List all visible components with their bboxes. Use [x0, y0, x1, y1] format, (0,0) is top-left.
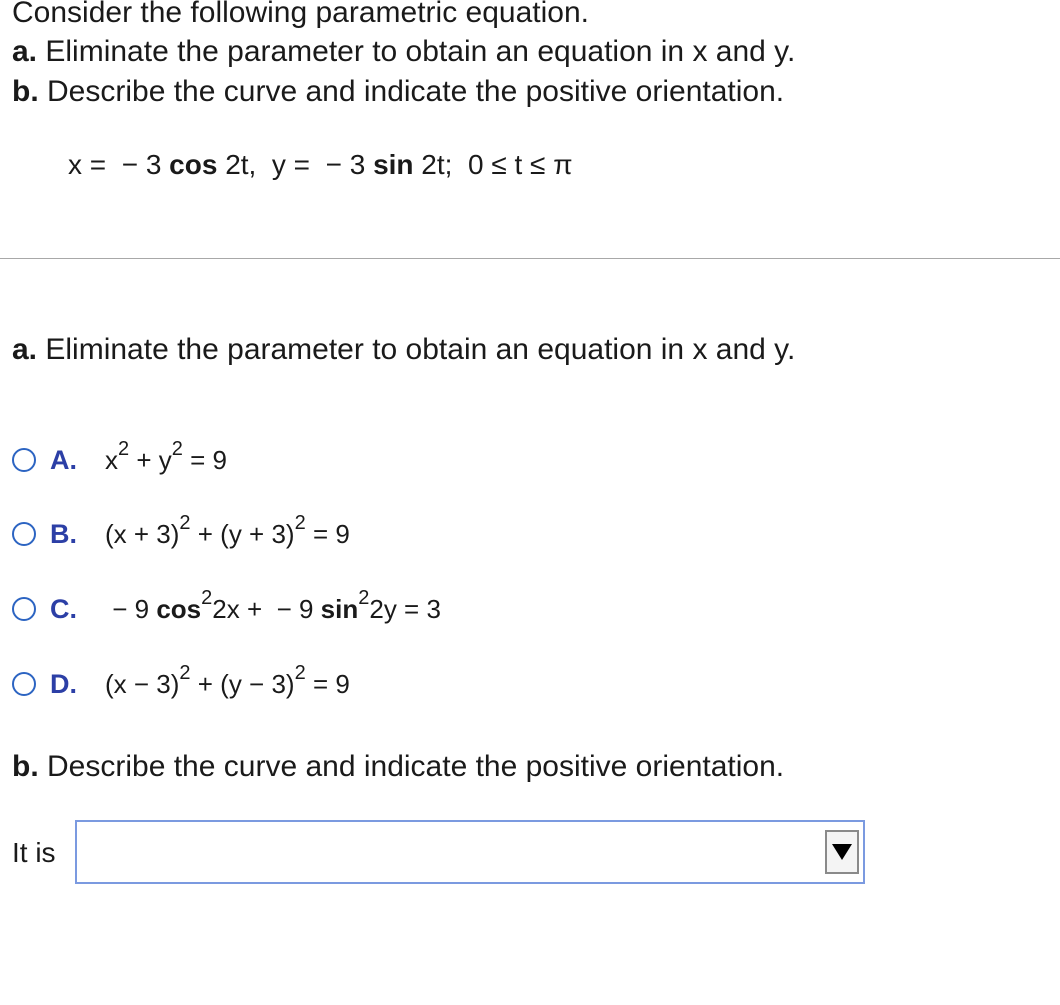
option-b-expression [105, 511, 350, 550]
eq-x-suffix: 2t, y = − 3 [217, 149, 374, 180]
radio-option-c[interactable] [12, 597, 36, 621]
answer-label: It is [12, 837, 56, 868]
expr-part: 2x + − 9 [212, 593, 321, 624]
curve-description-dropdown[interactable] [75, 820, 865, 884]
expr-part: x [105, 444, 118, 475]
exponent: 2 [358, 586, 370, 609]
expr-part: = 9 [305, 668, 350, 699]
section-a-letter: a. [12, 333, 38, 366]
exponent: 2 [171, 437, 183, 460]
part-a-text: Eliminate the parameter to obtain an equation in x and y. [45, 35, 796, 68]
option-c-expression [105, 586, 441, 625]
option-d-expression [105, 661, 350, 700]
option-a[interactable] [12, 437, 227, 480]
part-b-instruction [12, 75, 784, 109]
expr-part: + (y + 3) [190, 518, 295, 549]
dropdown-toggle-button[interactable] [825, 830, 859, 874]
expr-part: (x + 3) [105, 518, 180, 549]
expr-part: + y [129, 444, 172, 475]
expr-part: = 9 [305, 518, 350, 549]
eq-cos: cos [169, 149, 218, 180]
expr-func: sin [320, 593, 359, 624]
radio-option-a[interactable] [12, 448, 36, 472]
expr-func: cos [156, 593, 202, 624]
option-b-letter[interactable]: B. [50, 518, 77, 549]
section-b-heading [12, 750, 784, 784]
section-divider [0, 258, 1060, 259]
option-d-letter[interactable]: D. [50, 668, 77, 699]
expr-part: − 9 [105, 593, 157, 624]
section-b-letter: b. [12, 750, 39, 783]
triangle-down-icon [832, 844, 852, 860]
eq-x-prefix: x = − 3 [68, 149, 170, 180]
parametric-equation [68, 148, 573, 182]
eq-sin: sin [373, 149, 414, 180]
option-a-letter[interactable]: A. [50, 444, 77, 475]
section-a-text: Eliminate the parameter to obtain an equation in x and y. [45, 333, 796, 366]
exponent: 2 [179, 511, 191, 534]
part-a-instruction [12, 35, 795, 69]
exponent: 2 [294, 511, 306, 534]
radio-option-d[interactable] [12, 672, 36, 696]
option-a-expression [105, 437, 227, 476]
expr-part: (x − 3) [105, 668, 180, 699]
part-b-text: Describe the curve and indicate the positive orientation. [47, 75, 785, 108]
option-b[interactable] [12, 511, 350, 554]
exponent: 2 [179, 661, 191, 684]
option-c-letter[interactable]: C. [50, 593, 77, 624]
option-c[interactable] [12, 586, 441, 629]
part-a-letter: a. [12, 35, 38, 68]
expr-part: + (y − 3) [190, 668, 295, 699]
section-a-heading [12, 333, 795, 367]
eq-y-suffix: 2t; 0 ≤ t ≤ π [413, 149, 573, 180]
exponent: 2 [118, 437, 130, 460]
intro-text: Consider the following parametric equation. [12, 0, 589, 29]
expr-part: 2y = 3 [369, 593, 441, 624]
option-d[interactable] [12, 661, 350, 704]
section-b-text: Describe the curve and indicate the positive orientation. [47, 750, 785, 783]
exponent: 2 [201, 586, 213, 609]
part-b-letter: b. [12, 75, 39, 108]
exponent: 2 [294, 661, 306, 684]
radio-option-b[interactable] [12, 522, 36, 546]
expr-part: = 9 [182, 444, 227, 475]
